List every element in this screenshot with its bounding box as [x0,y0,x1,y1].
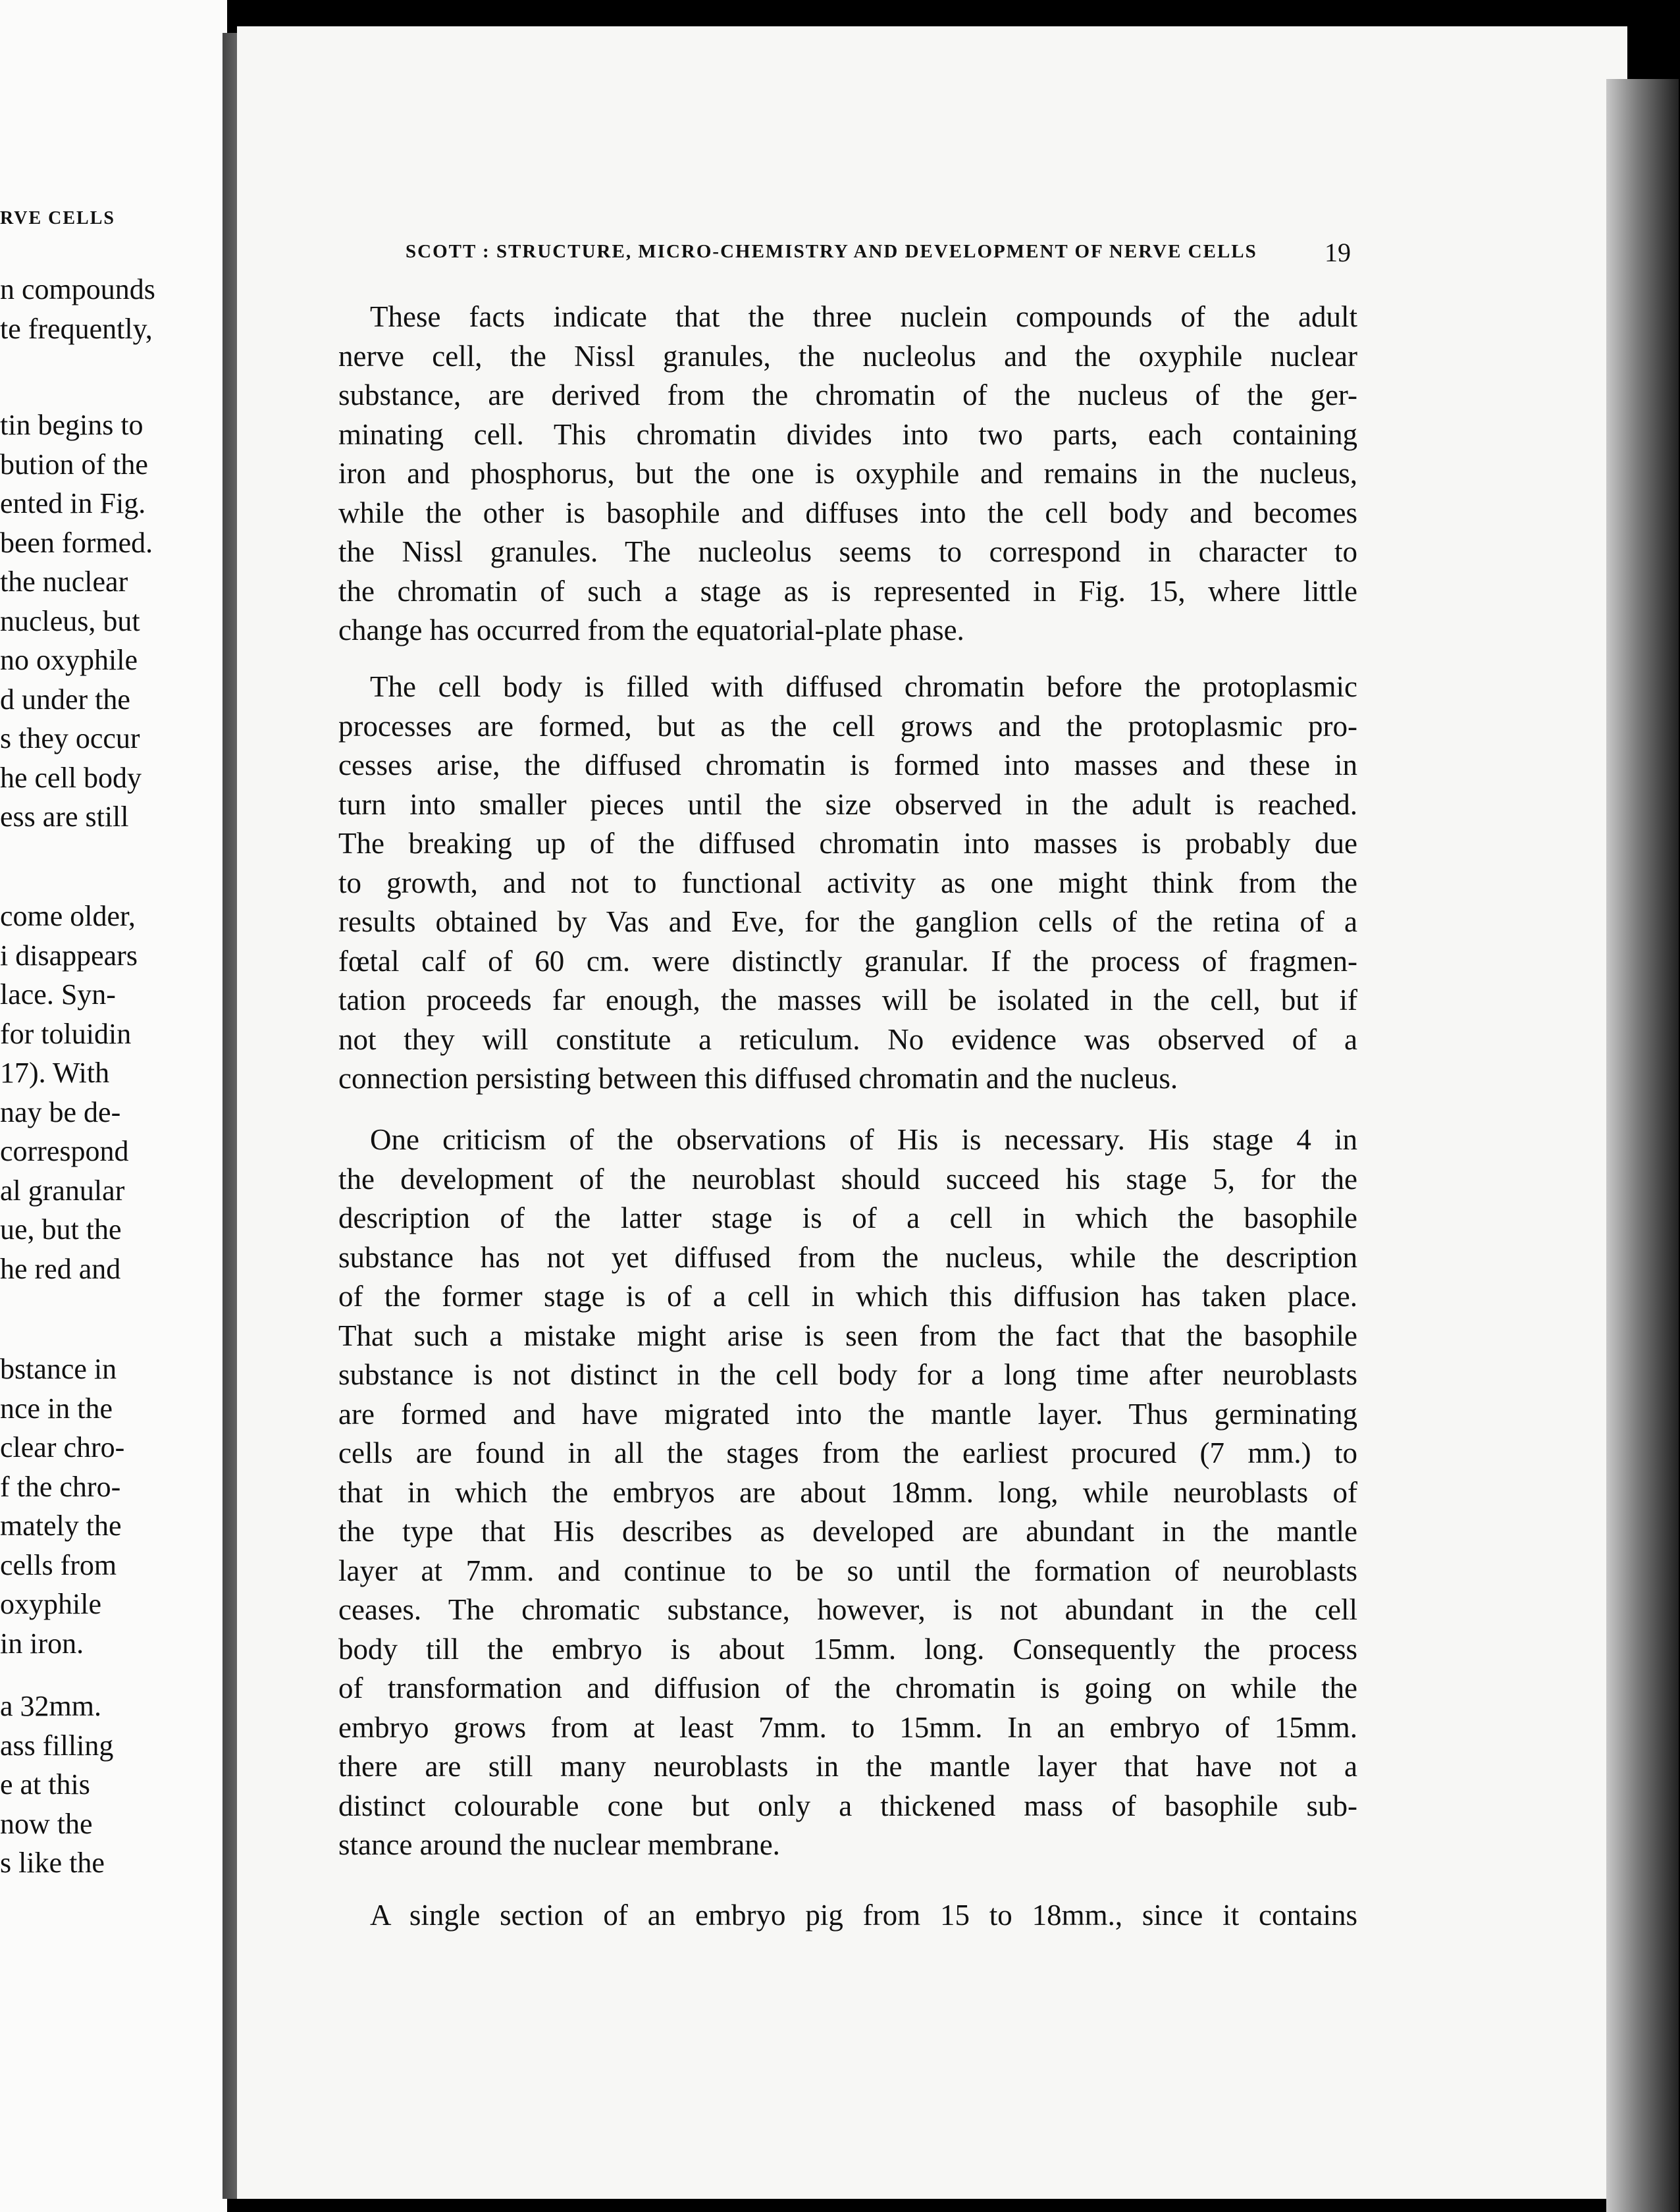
text-line: are formed and have migrated into the mantle layer. Thus germinating [338,1397,1357,1431]
text-line: processes are formed, but as the cell grows and the protoplasmic pro- [338,709,1357,743]
left-text-block-4 [0,1350,124,1663]
text-line: embryo grows from at least 7mm. to 15mm. In an embryo of 15mm. [338,1710,1357,1744]
left-line: he red and [0,1252,121,1285]
text-line: layer at 7mm. and continue to be so until the formation of neuroblasts [338,1554,1357,1587]
text-line: The cell body is filled with diffused chromatin before the protoplasmic [370,670,1357,703]
left-line: cells from [0,1548,117,1581]
paragraph-4 [338,1896,1357,1936]
left-line: te frequently, [0,312,153,345]
text-line: the chromatin of such a stage as is represented in Fig. 15, where little [338,574,1357,608]
left-line: n compounds [0,273,155,305]
text-line: results obtained by Vas and Eve, for the ganglion cells of the retina of a [338,905,1357,938]
left-line: bstance in [0,1353,117,1385]
text-line: A single section of an embryo pig from 15 to 18mm., since it contains [370,1899,1357,1932]
left-line: he cell body [0,761,142,794]
left-line: al granular [0,1174,125,1207]
left-line: nce in the [0,1392,113,1425]
left-line: d under the [0,683,130,716]
text-line: the type that His describes as developed are abundant in the mantle [338,1515,1357,1548]
text-line: distinct colourable cone but only a thickened mass of basophile sub- [338,1789,1357,1822]
page-number: 19 [1325,238,1351,267]
left-line: 17). With [0,1057,110,1089]
text-line: substance has not yet diffused from the nucleus, while the description [338,1240,1357,1274]
text-line: of the former stage is of a cell in which this diffusion has taken place. [338,1280,1357,1313]
left-line: correspond [0,1135,129,1167]
text-line: cells are found in all the stages from the earliest procured (7 mm.) to [338,1436,1357,1469]
left-line: ass filling [0,1729,114,1762]
left-line: nucleus, but [0,604,140,637]
left-line: ented in Fig. [0,487,146,519]
left-line: been formed. [0,526,153,559]
left-line: ess are still [0,801,129,833]
text-line: not they will constitute a reticulum. No evidence was observed of a [338,1022,1357,1056]
left-line: mately the [0,1510,122,1542]
paragraph-3 [338,1120,1357,1865]
left-line: in iron. [0,1627,84,1660]
text-line: the Nissl granules. The nucleolus seems to correspond in character to [338,535,1357,568]
text-line: there are still many neuroblasts in the mantle layer that have not a [338,1750,1357,1783]
text-line: fœtal calf of 60 cm. were distinctly granular. If the process of fragmen- [338,944,1357,978]
left-line: tin begins to [0,409,144,441]
left-line: a 32mm. [0,1690,101,1722]
text-line: substance is not distinct in the cell body for a long time after neuroblasts [338,1358,1357,1391]
text-line: iron and phosphorus, but the one is oxyphile and remains in the nucleus, [338,457,1357,490]
text-line: cesses arise, the diffused chromatin is formed into masses and these in [338,749,1357,781]
paragraph-2 [338,668,1357,1099]
text-line: the development of the neuroblast should succeed his stage 5, for the [338,1162,1357,1196]
left-line: s they occur [0,722,140,754]
text-line: turn into smaller pieces until the size observed in the adult is reached. [338,787,1357,821]
text-line: One criticism of the observations of His is necessary. His stage 4 in [370,1123,1357,1156]
running-head: SCOTT : STRUCTURE, MICRO-CHEMISTRY AND DEVELOPMENT OF NERVE CELLS [406,241,1257,262]
text-line: That such a mistake might arise is seen from the fact that the basophile [338,1319,1357,1352]
left-line: the nuclear [0,566,128,598]
left-line: ue, but the [0,1213,122,1246]
left-line: f the chro- [0,1470,121,1503]
text-line: to growth, and not to functional activity as one might think from the [338,866,1357,899]
left-line: e at this [0,1768,90,1801]
left-running-head: RVE CELLS [0,208,115,228]
text-line: stance around the nuclear membrane. [338,1828,780,1861]
left-line: nay be de- [0,1095,121,1128]
text-line: The breaking up of the diffused chromatin into masses is probably due [338,827,1357,860]
text-line: substance, are derived from the chromatin of the nucleus of the ger- [338,379,1357,411]
page-edge-shadow [1606,79,1679,2212]
left-line: s like the [0,1847,105,1879]
text-line: while the other is basophile and diffuses into the cell body and becomes [338,496,1357,529]
left-page-fragment [0,0,227,2212]
text-line: connection persisting between this diffused chromatin and the nucleus. [338,1062,1178,1095]
left-text-block-5 [0,1687,113,1883]
left-text-block-1 [0,270,155,348]
left-line: i disappears [0,939,138,972]
text-line: description of the latter stage is of a cell in which the basophile [338,1201,1357,1234]
left-line: come older, [0,900,136,932]
left-line: clear chro- [0,1431,125,1463]
text-line: These facts indicate that the three nuclein compounds of the adult [370,300,1357,333]
left-line: no oxyphile [0,644,138,676]
text-line: tation proceeds far enough, the masses will be isolated in the cell, but if [338,984,1357,1016]
paragraph-1 [338,298,1357,650]
text-line: minating cell. This chromatin divides into two parts, each containing [338,417,1357,451]
text-line: body till the embryo is about 15mm. long. Consequently the process [338,1632,1357,1666]
left-text-block-2 [0,406,153,837]
text-line: ceases. The chromatic substance, however, is not abundant in the cell [338,1593,1357,1626]
text-line: that in which the embryos are about 18mm. long, while neuroblasts of [338,1475,1357,1509]
left-line: oxyphile [0,1588,101,1620]
left-line: bution of the [0,448,148,481]
text-line: nerve cell, the Nissl granules, the nucleolus and the oxyphile nuclear [338,339,1357,373]
text-line: of transformation and diffusion of the chromatin is going on while the [338,1672,1357,1704]
left-line: now the [0,1807,93,1840]
left-line: for toluidin [0,1017,132,1050]
text-line: change has occurred from the equatorial-plate phase. [338,614,964,646]
left-text-block-3 [0,897,138,1288]
left-line: lace. Syn- [0,978,116,1011]
